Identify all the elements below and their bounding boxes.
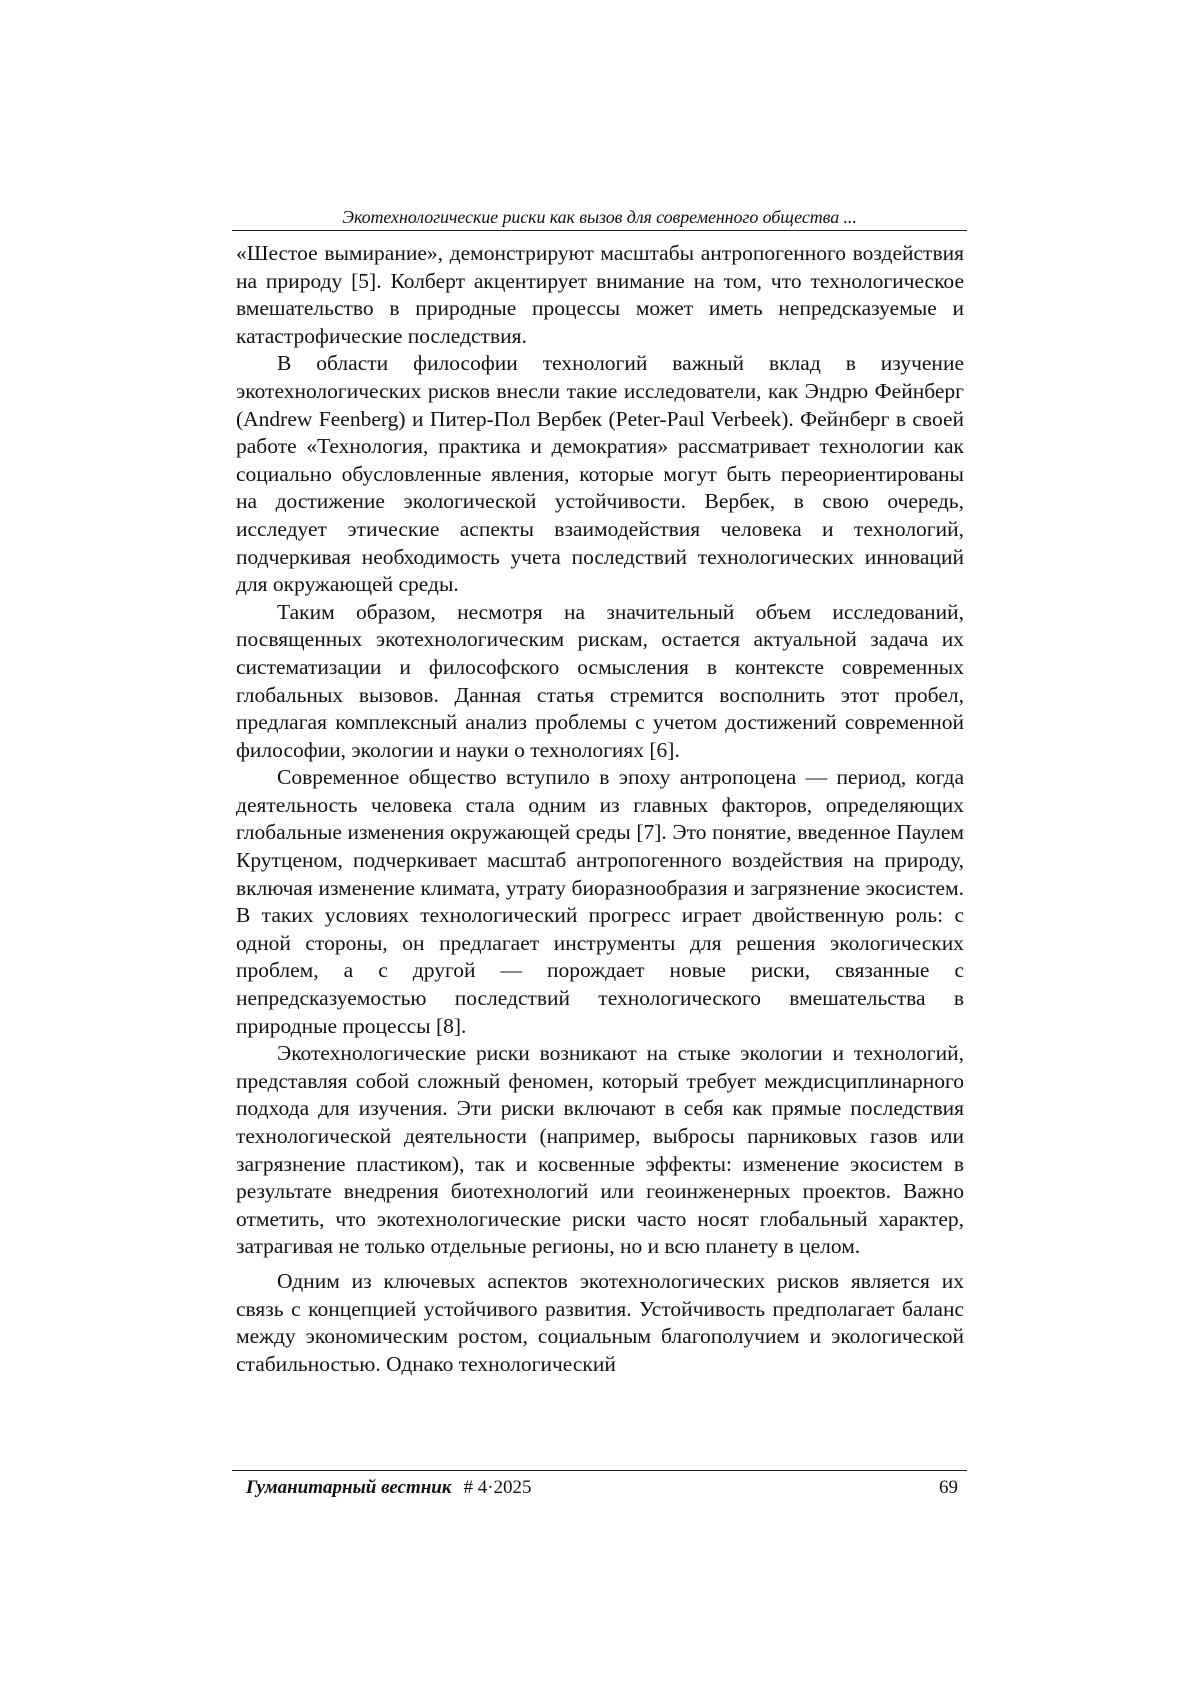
paragraph-continuation: «Шестое вымирание», демонстрируют масштабы антропогенного воздействия на природу [5]. Колберт акцентирует внимание на том, что технологическое вмешательство в природные процессы может иметь непредсказуемые и катастрофические последствия. xyxy=(236,241,964,348)
journal-name: Гуманитарный вестник xyxy=(246,1477,452,1498)
page-footer xyxy=(246,1476,958,1500)
paragraph: Экотехнологические риски возникают на стыке экологии и технологий, представляя собой сложный феномен, который требует междисциплинарного подхода для изучения. Эти риски включают в себя как прямые последствия технологической деятельности (например, выбросы парниковых газов или загрязнение пластиком), так и косвенные эффекты: изменение экосистем в результате внедрения биотехнологий или геоинженерных проектов. Важно отметить, что экотехнологические риски часто носят глобальный характер, затрагивая не только отдельные регионы, но и всю планету в целом. xyxy=(236,1041,964,1259)
header-divider xyxy=(232,230,967,231)
running-header: Экотехнологические риски как вызов для современного общества ... xyxy=(342,207,857,227)
paragraph: Одним из ключевых аспектов экотехнологических рисков является их связь с концепцией устойчивого развития. Устойчивость предполагает баланс между экономическим ростом, социальным благополучием и экологической стабильностью. Однако технологический xyxy=(236,1268,964,1376)
page-number: 69 xyxy=(939,1477,958,1498)
paragraph: Таким образом, несмотря на значительный объем исследований, посвященных экотехнологическим рискам, остается актуальной задача их систематизации и философского осмысления в контексте современных глобальных вызовов. Данная статья стремится восполнить этот пробел, предлагая комплексный анализ проблемы с учетом достижений современной философии, экологии и науки о технологиях [6]. xyxy=(236,599,964,762)
article-body xyxy=(236,240,964,1378)
paragraph: Современное общество вступило в эпоху антропоцена — период, когда деятельность человека стала одним из главных факторов, определяющих глобальные изменения окружающей среды [7]. Это понятие, введенное Паулем Крутценом, подчеркивает масштаб антропогенного воздействия на природу, включая изменение климата, утрату биоразнообразия и загрязнение экосистем. В таких условиях технологический прогресс играет двойственную роль: с одной стороны, он предлагает инструменты для решения экологических проблем, а с другой — порождает новые риски, связанные с непредсказуемостью последствий технологического вмешательства в природные процессы [8]. xyxy=(236,765,964,1038)
paragraph: В области философии технологий важный вклад в изучение экотехнологических рисков внесли такие исследователи, как Эндрю Фейнберг (Andrew Feenberg) и Питер-Пол Вербек (Peter-Paul Verbeek). Фейнберг в своей работе «Технология, практика и демократия» рассматривает технологии как социально обусловленные явления, которые могут быть переориентированы на достижение экологической устойчивости. Вербек, в свою очередь, исследует этические аспекты взаимодействия человека и технологий, подчеркивая необходимость учета последствий технологических инноваций для окружающей среды. xyxy=(236,351,964,597)
footer-divider xyxy=(232,1470,967,1471)
issue-number: # 4·2025 xyxy=(463,1477,532,1498)
